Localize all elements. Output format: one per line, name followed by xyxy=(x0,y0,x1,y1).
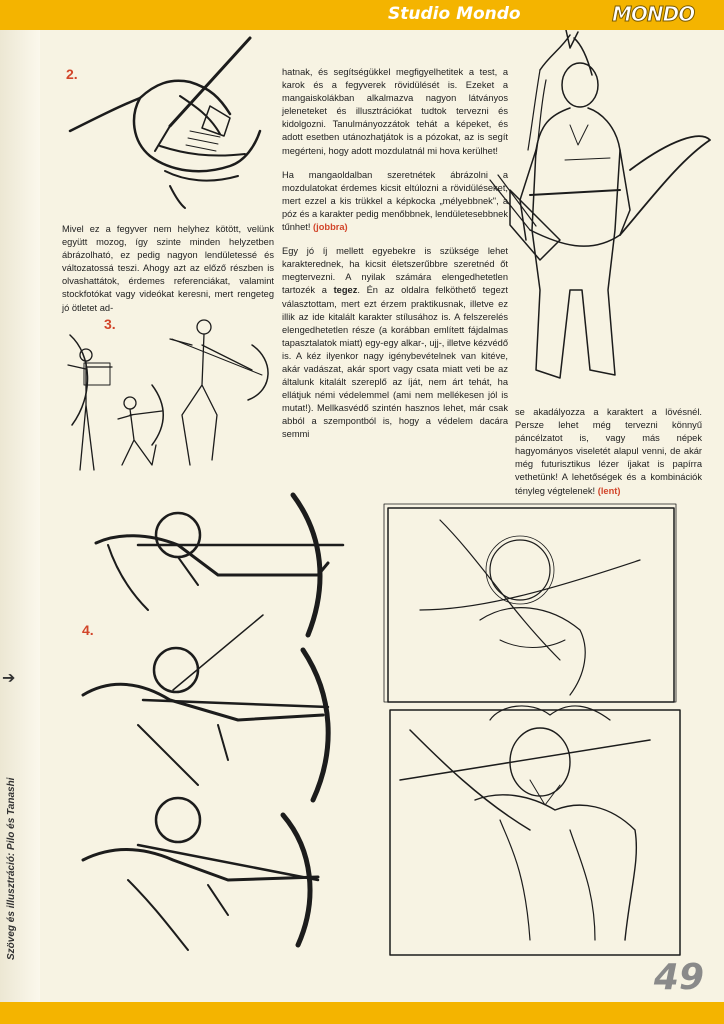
rough-archer-sketch-panels xyxy=(380,500,682,965)
bow-draw-sequence-sketch xyxy=(78,485,368,955)
below-reference: (lent) xyxy=(597,485,621,496)
hand-nocking-arrow-sketch xyxy=(60,36,280,211)
middle-paragraph-2-text: Ha mangaoldalban szeretnétek ábrázolni a mozdulatokat érdemes kicsit eltúlozni a rövidüléseket, mert ezzel a kis trükkel a képkocka „mélyebbnek", a póz és a karakter pedig menőbbnek, lendületesebbnek tűnhet! xyxy=(282,169,508,233)
step-4-label: 4. xyxy=(82,622,94,638)
standing-archer-character-sketch xyxy=(470,30,720,400)
page-number: 49 xyxy=(653,957,704,998)
section-title: Studio Mondo xyxy=(388,4,521,24)
middle-paragraph-3-a: Egy jó íj mellett egyebekre is szüksége lehet karakterednek, ha kicsit életszerűbbre szeretnéd őt megtervezni. A nyilak számára elengedhetetlen tartozék a xyxy=(282,246,508,296)
middle-paragraph-1: hatnak, és segítségükkel megfigyelhetitek a test, a karok és a fegyverek rövidülését is. Ezeket a mangaiskolákban alkalmazva nagyon látványos jeleneteket és illusztrációkat tudtok tervezni és kidolgozni. Tanulmányozzátok tehát a képeket, és adott esetben utánozhatjátok is a pózokat, az is segít megérteni, hogy adott mozdulatnál mi hova kerülhet! xyxy=(282,67,508,156)
magazine-logo: MONDO xyxy=(612,2,695,26)
left-column-paragraph: Mivel ez a fegyver nem helyhez kötött, velünk együtt mozog, így szinte minden helyzetben ábrázolható, ez pedig nagyon lendületessé és változatossá teszi. Ahogy azt az előző részben is olvashattátok, érdemes referenciákat, valamint stockfotókat vagy videókat keresni, mert rengeteg jó ötletet ad- xyxy=(62,224,274,313)
right-column-text xyxy=(515,406,702,498)
right-reference: (jobbra) xyxy=(313,222,348,233)
header-bar xyxy=(0,0,724,30)
footer-bar xyxy=(0,1002,724,1024)
middle-paragraph-3-b: . Én az oldalra felköthető tegezt választottam, mert ezt érzem praktikusnak, illetve ez illik az ide kitalált karakter stílusához is. A felszerelés elengedhetetlen része (a korábban említett fájdalmas tapasztalatok miatt) egy-egy alkar-, ujj-, illetve kézvédő is. A kéz ilyenkor nagy igénybevételnek van kitéve, akár vadászat, akár sport vagy csata miatt veti be az általunk kitalált szereplő az íját, nem árt tehát, ha ellátjuk némi védelemmel (ami nem mellékesen jól is mutat!). Mellkasvédő szintén hasznos lehet, már csak abból a szempontból is, hogy a védelem dacára semmi xyxy=(282,285,508,440)
archer-poses-sketch xyxy=(52,315,284,480)
quiver-term: tegez xyxy=(333,285,358,296)
step-2-label: 2. xyxy=(66,66,78,82)
right-arrow-marker-icon: ➔ xyxy=(2,670,16,687)
step-3-label: 3. xyxy=(104,316,116,332)
author-credit: Szöveg és illusztráció: Pilo és Tanashi xyxy=(6,777,17,960)
right-paragraph-text: se akadályozza a karaktert a lövésnél. Persze lehet még tervezni könnyű páncélzatot is, vagy más népek hagyományos viseletét alapul venni, de akár még futurisztikus lézer íjakat is papírra vethetünk! A lehetőségek és a kombinációk tényleg végtelenek! xyxy=(515,407,702,496)
